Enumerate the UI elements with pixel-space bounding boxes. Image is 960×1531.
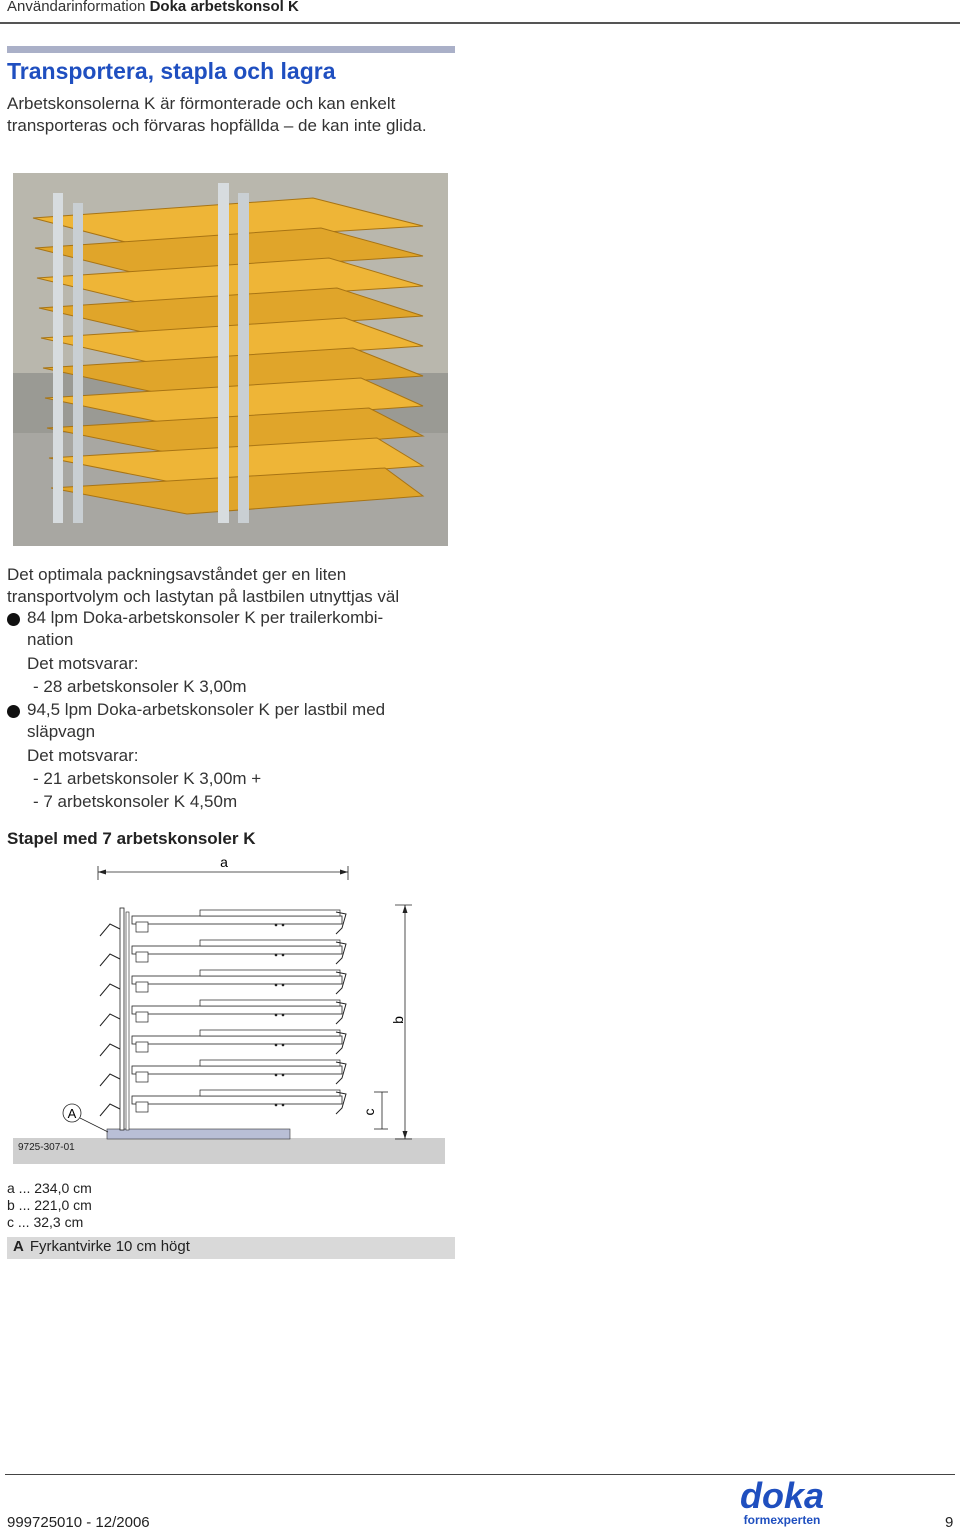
bracket-stack: [100, 910, 346, 1116]
label-A: A: [67, 1106, 77, 1121]
dimension-b: b ... 221,0 cm: [7, 1197, 92, 1213]
doka-logo: [712, 1478, 852, 1528]
legend-text: Fyrkantvirke 10 cm högt: [29, 1238, 190, 1255]
dim-c-label: c: [361, 1108, 377, 1116]
bracket-layer: [100, 1000, 346, 1026]
stacked-brackets-photo: [13, 173, 448, 546]
legend-key: A: [13, 1238, 24, 1255]
stack-diagram: [0, 850, 460, 1170]
legend: [13, 1238, 190, 1255]
bullet-1-line1: 84 lpm Doka-arbetskonsoler K per trailerkombi-: [27, 608, 384, 627]
bullet-icon: [7, 705, 20, 718]
drawing-id: 9725-307-01: [18, 1142, 75, 1153]
bullet-2-item: - 7 arbetskonsoler K 4,50m: [33, 792, 238, 811]
logo-wordmark: doka: [739, 1478, 825, 1516]
header-rule: [0, 22, 960, 24]
bracket-layer: [100, 1060, 346, 1086]
bullet-2-line2: släpvagn: [27, 722, 96, 741]
header-product: Doka arbetskonsol K: [149, 0, 299, 15]
logo-tagline: formexperten: [743, 1513, 821, 1527]
title-bar: [7, 46, 455, 53]
dim-a-label: a: [220, 854, 228, 870]
bracket-layer: [100, 970, 346, 996]
bullet-2-line1: 94,5 lpm Doka-arbetskonsoler K per lastbil med: [27, 700, 386, 719]
bullet-1-item: - 28 arbetskonsoler K 3,00m: [33, 677, 247, 696]
bracket-layer: [100, 1090, 346, 1116]
page-number: 9: [945, 1514, 954, 1531]
bracket-layer: [100, 1030, 346, 1056]
dimension-c: c ... 32,3 cm: [7, 1214, 84, 1230]
running-header: [7, 0, 299, 15]
bracket-layer: [100, 940, 346, 966]
bullet-1-line2: nation: [27, 630, 74, 649]
bracket-layer: [100, 910, 346, 936]
bullet-icon: [7, 613, 20, 626]
intro-text: Arbetskonsolerna K är förmonterade och kan enkelt transporteras och förvaras hopfällda – de kan inte glida.: [7, 94, 427, 135]
packing-text: Det optimala packningsavståndet ger en liten transportvolym och lastytan på lastbilen utnyttjas väl: [7, 565, 400, 606]
dimension-a: a ... 234,0 cm: [7, 1180, 92, 1196]
footer-doc-number: 999725010 - 12/2006: [7, 1514, 150, 1531]
page-title: Transportera, stapla och lagra: [7, 58, 336, 84]
footer-rule: [5, 1474, 955, 1475]
bullet-1-equivalent: Det motsvarar:: [27, 654, 139, 673]
bullet-2-equivalent: Det motsvarar:: [27, 746, 139, 765]
stack-title: Stapel med 7 arbetskonsoler K: [7, 829, 256, 848]
dim-b-label: b: [390, 1016, 406, 1024]
header-section: Användarinformation: [7, 0, 146, 15]
bullet-2-item: - 21 arbetskonsoler K 3,00m +: [33, 769, 262, 788]
timber-block: [107, 1129, 290, 1139]
